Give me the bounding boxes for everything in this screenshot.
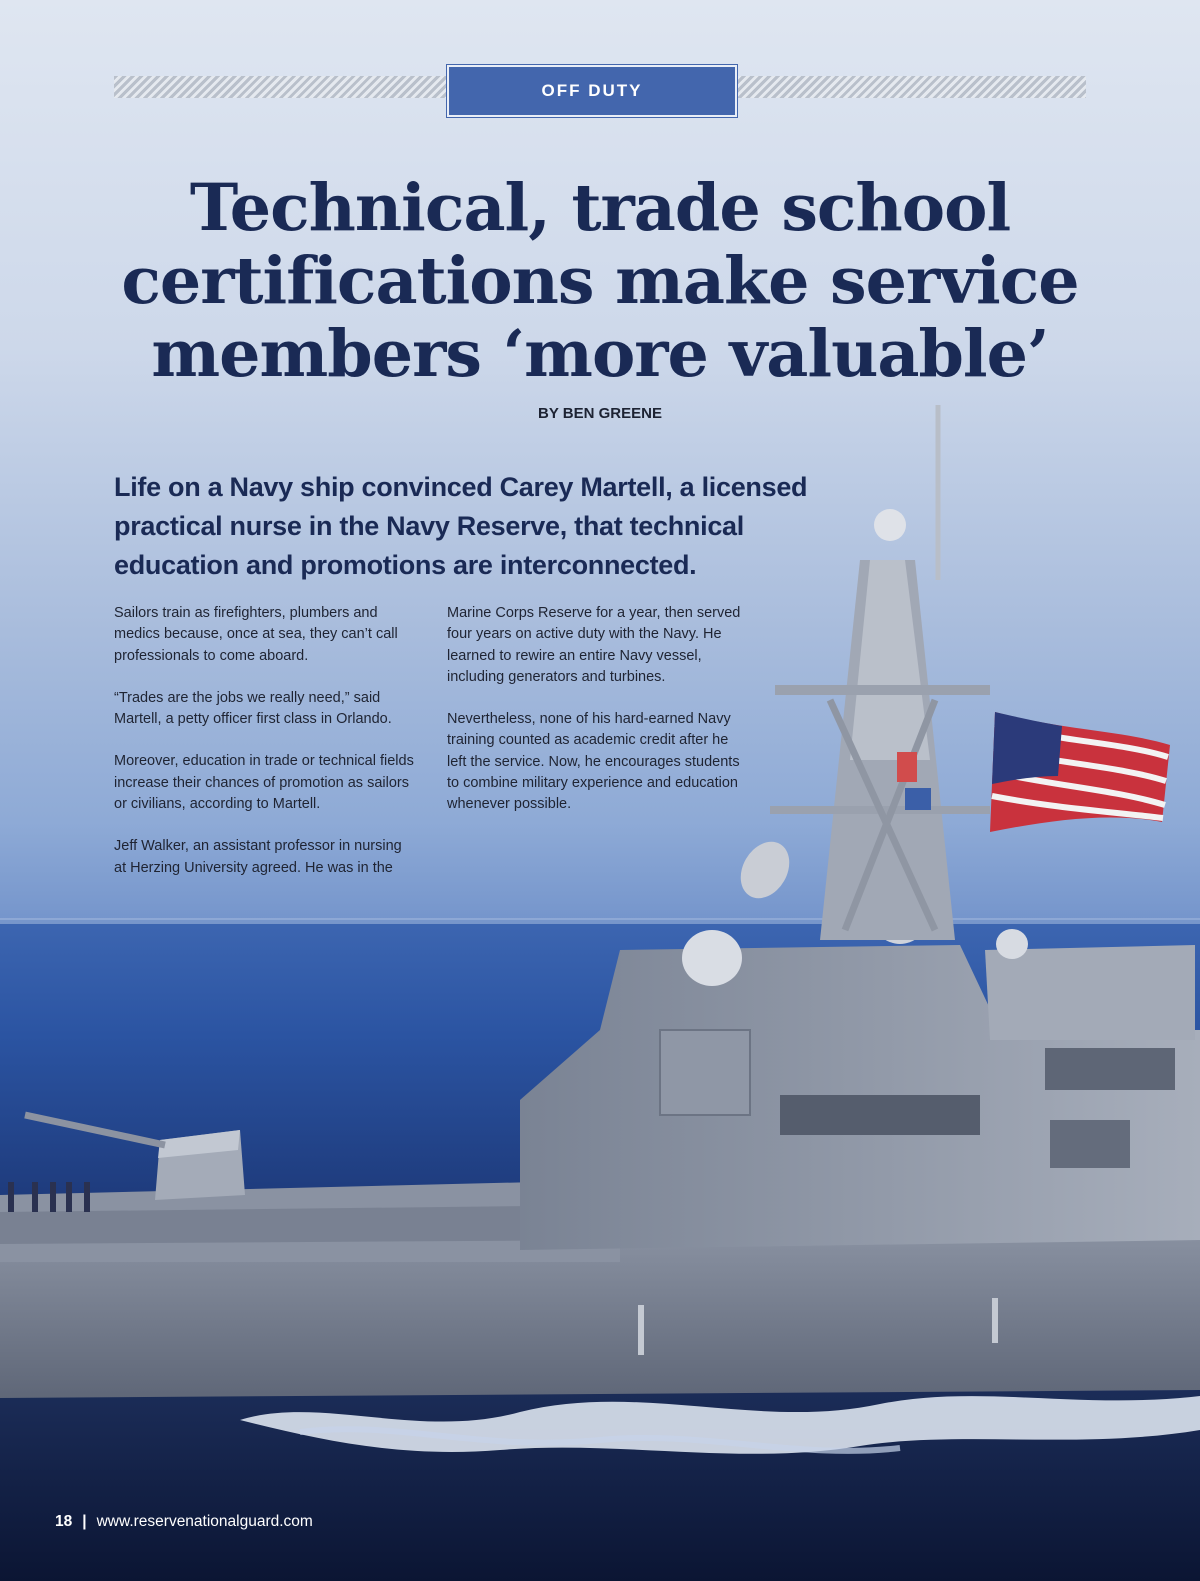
body-column-2 — [447, 603, 747, 837]
article-deck: Life on a Navy ship convinced Carey Martell, a licensed practical nurse in the Navy Reserve, that technical education and promotions are interconnected. — [114, 472, 808, 580]
american-flag-graphic — [990, 712, 1170, 832]
footer-separator: | — [82, 1513, 87, 1530]
headline-line: members ‘more valuable’ — [151, 316, 1049, 392]
body-paragraph: Sailors train as firefighters, plumbers and medics because, once at sea, they can’t call professionals to come aboard. — [114, 605, 398, 664]
body-paragraph: Nevertheless, none of his hard-earned Navy training counted as academic credit after he left the service. Now, he encourages students to combine military experience and education whenever possible. — [447, 711, 740, 813]
article-headline — [60, 172, 1140, 391]
body-paragraph: Marine Corps Reserve for a year, then served four years on active duty with the Navy. He learned to rewire an entire Navy vessel, including generators and turbines. — [447, 605, 741, 685]
website-link[interactable]: www.reservenationalguard.com — [96, 1513, 313, 1530]
headline-line: certifications make service — [121, 243, 1079, 319]
headline-line: Technical, trade school — [189, 170, 1011, 246]
body-column-1 — [114, 603, 414, 900]
page-number: 18 — [55, 1513, 73, 1530]
section-tag: OFF DUTY — [447, 65, 737, 117]
page-footer — [55, 1513, 313, 1531]
body-paragraph: Moreover, education in trade or technical fields increase their chances of promotion as sailors or civilians, according to Martell. — [114, 753, 414, 813]
body-paragraph: “Trades are the jobs we really need,” said Martell, a petty officer first class in Orlando. — [114, 689, 392, 728]
byline: BY BEN GREENE — [538, 405, 662, 422]
body-paragraph: Jeff Walker, an assistant professor in nursing at Herzing University agreed. He was in the — [114, 838, 402, 876]
